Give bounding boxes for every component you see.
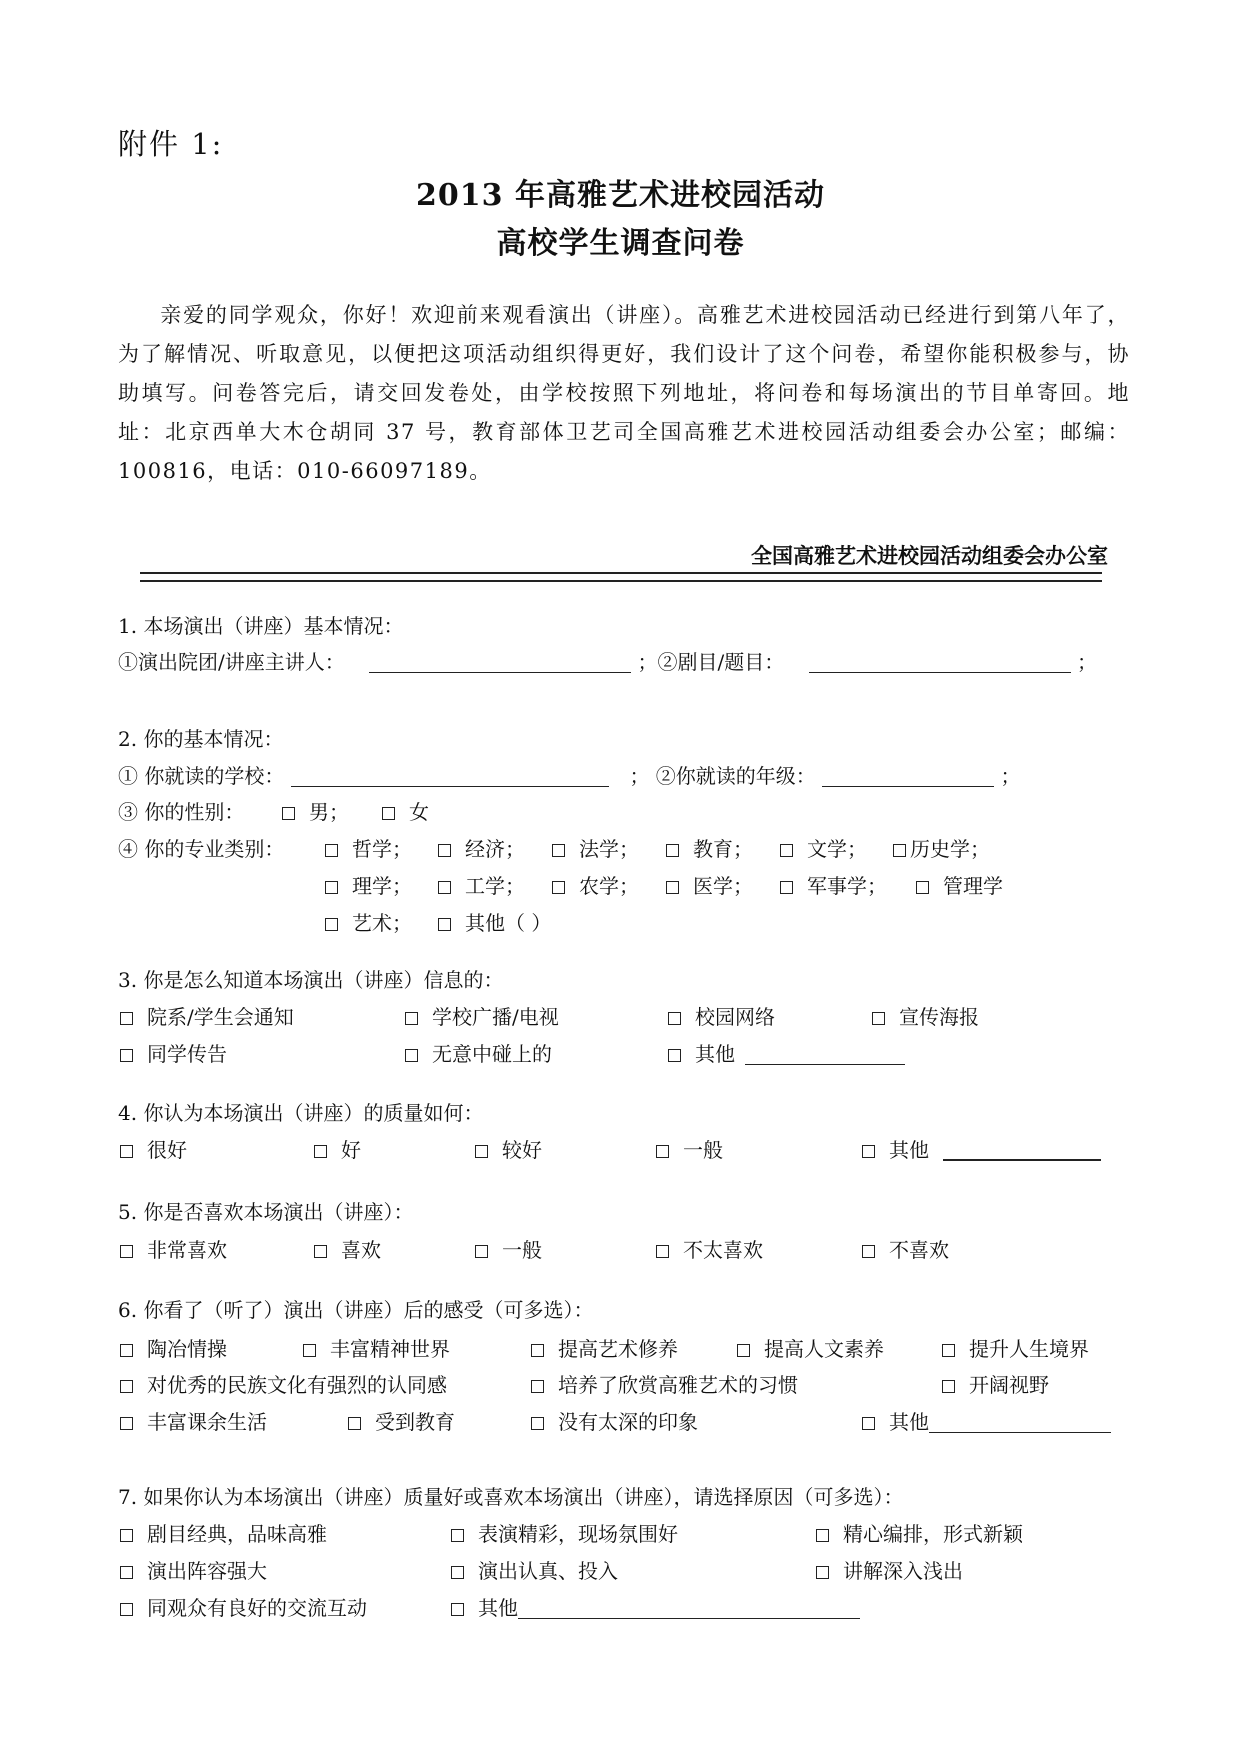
checkbox[interactable] [451, 1529, 464, 1542]
checkbox[interactable] [531, 1417, 544, 1430]
checkbox[interactable] [737, 1344, 750, 1357]
option-label: 工学； [465, 874, 525, 898]
checkbox[interactable] [862, 1245, 875, 1258]
double-divider [140, 572, 1102, 582]
checkbox[interactable] [325, 844, 338, 857]
option-label: 讲解深入浅出 [843, 1559, 963, 1583]
option-label: 艺术； [352, 911, 412, 935]
checkbox[interactable] [120, 1049, 133, 1062]
checkbox[interactable] [475, 1145, 488, 1158]
attachment-label: 附件 1: [118, 127, 224, 161]
option-label: 哲学； [352, 837, 412, 861]
option-label: 女 [409, 800, 429, 824]
option-label: 开阔视野 [969, 1373, 1049, 1397]
school-label: ① 你就读的学校： [118, 764, 285, 788]
major-option[interactable] [893, 835, 990, 863]
reason-option[interactable] [816, 1520, 1023, 1548]
option-label: 无意中碰上的 [432, 1042, 552, 1066]
question-6-title: 6. 你看了（听了）演出（讲座）后的感受（可多选）： [118, 1298, 594, 1322]
checkbox[interactable] [120, 1529, 133, 1542]
option-label: 同观众有良好的交流互动 [147, 1596, 367, 1620]
source-option[interactable] [120, 1040, 227, 1068]
feeling-option[interactable] [531, 1371, 798, 1399]
major-option[interactable] [325, 909, 412, 937]
feeling-option[interactable] [942, 1371, 1049, 1399]
source-option[interactable] [120, 1003, 294, 1031]
feeling-option[interactable] [303, 1335, 450, 1363]
option-label: 喜欢 [341, 1238, 381, 1262]
major-option[interactable] [552, 835, 639, 863]
checkbox[interactable] [666, 844, 679, 857]
source-option-other[interactable] [668, 1040, 905, 1068]
checkbox[interactable] [656, 1145, 669, 1158]
major-option[interactable] [916, 872, 1003, 900]
option-label: 不喜欢 [889, 1238, 949, 1262]
option-label: 农学； [579, 874, 639, 898]
major-option[interactable] [666, 872, 753, 900]
checkbox[interactable] [120, 1603, 133, 1616]
quality-option[interactable] [120, 1136, 187, 1164]
q2-end: ； [1000, 764, 1021, 788]
option-label: 没有太深的印象 [558, 1410, 698, 1434]
option-label: 表演精彩，现场氛围好 [478, 1522, 678, 1546]
question-5-title: 5. 你是否喜欢本场演出（讲座）： [118, 1200, 414, 1224]
checkbox[interactable] [552, 881, 565, 894]
major-option[interactable] [325, 872, 412, 900]
major-option[interactable] [438, 835, 525, 863]
option-label: 丰富精神世界 [330, 1337, 450, 1361]
checkbox[interactable] [451, 1603, 464, 1616]
option-label: 管理学 [943, 874, 1003, 898]
reason-option[interactable] [451, 1557, 618, 1585]
other-input[interactable] [929, 1410, 1111, 1433]
school-input[interactable] [291, 764, 609, 787]
question-1-fields [118, 648, 1097, 676]
option-label: 同学传告 [147, 1042, 227, 1066]
gender-option[interactable] [282, 798, 349, 826]
source-option[interactable] [668, 1003, 775, 1031]
option-label: 较好 [502, 1138, 542, 1162]
question-1-title: 1. 本场演出（讲座）基本情况： [118, 614, 404, 638]
checkbox[interactable] [780, 881, 793, 894]
checkbox[interactable] [656, 1245, 669, 1258]
major-option[interactable] [666, 835, 753, 863]
option-label: 教育； [693, 837, 753, 861]
source-option[interactable] [405, 1040, 552, 1068]
option-label: 提高艺术修养 [558, 1337, 678, 1361]
checkbox[interactable] [438, 918, 451, 931]
option-label: 精心编排，形式新颖 [843, 1522, 1023, 1546]
major-option[interactable] [780, 835, 867, 863]
major-option[interactable] [438, 872, 525, 900]
option-label: 医学； [693, 874, 753, 898]
question-2-school-row [118, 762, 1021, 790]
checkbox[interactable] [405, 1049, 418, 1062]
performer-label: ①演出院团/讲座主讲人： [118, 650, 345, 674]
reason-option[interactable] [120, 1557, 267, 1585]
other-input[interactable] [943, 1137, 1101, 1161]
option-label: 不太喜欢 [683, 1238, 763, 1262]
intro-text: 亲爱的同学观众，你好！欢迎前来观看演出（讲座）。高雅艺术进校园活动已经进行到第八年了，为了解情况、听取意见，以便把这项活动组织得更好，我们设计了这个问卷，希望你能积极参与，协助填写。问卷答完后，请交回发卷处，由学校按照下列地址，将问卷和每场演出的节目单寄回。地址：北京西单大木仓胡同 37 号，教育部体卫艺司全国高雅艺术进校园活动组委会办公室；邮编：100816，电话：010-66097189。 [118, 303, 1130, 483]
feeling-option-other[interactable] [862, 1408, 1111, 1436]
option-label: 其他 [889, 1410, 929, 1434]
gender-option[interactable] [382, 798, 429, 826]
question-4-title: 4. 你认为本场演出（讲座）的质量如何： [118, 1101, 484, 1125]
checkbox[interactable] [120, 1012, 133, 1025]
checkbox[interactable] [942, 1344, 955, 1357]
checkbox[interactable] [916, 881, 929, 894]
option-label: 培养了欣赏高雅艺术的习惯 [558, 1373, 798, 1397]
checkbox[interactable] [325, 881, 338, 894]
preference-option[interactable] [120, 1236, 227, 1264]
option-label: 法学； [579, 837, 639, 861]
option-label: 对优秀的民族文化有强烈的认同感 [147, 1373, 447, 1397]
checkbox[interactable] [552, 844, 565, 857]
checkbox[interactable] [893, 844, 906, 857]
question-2-gender-row [118, 798, 244, 826]
option-label: 其他 [695, 1042, 735, 1066]
option-label: 经济； [465, 837, 525, 861]
program-input[interactable] [809, 650, 1071, 673]
checkbox[interactable] [382, 807, 395, 820]
checkbox[interactable] [405, 1012, 418, 1025]
organizer-signature: 全国高雅艺术进校园活动组委会办公室 [751, 544, 1108, 568]
question-2-major-row [118, 835, 284, 863]
page-title: 2013 年高雅艺术进校园活动 [416, 178, 825, 213]
reason-option-other[interactable] [451, 1594, 860, 1622]
performer-input[interactable] [369, 650, 631, 673]
feeling-option[interactable] [120, 1408, 267, 1436]
quality-option[interactable] [314, 1136, 361, 1164]
option-label: 演出认真、投入 [478, 1559, 618, 1583]
checkbox[interactable] [872, 1012, 885, 1025]
checkbox[interactable] [438, 881, 451, 894]
checkbox[interactable] [325, 918, 338, 931]
feeling-option[interactable] [348, 1408, 455, 1436]
option-label: 好 [341, 1138, 361, 1162]
checkbox[interactable] [120, 1566, 133, 1579]
option-label: 历史学； [910, 837, 990, 861]
feeling-option[interactable] [737, 1335, 884, 1363]
option-label: 受到教育 [375, 1410, 455, 1434]
option-label: 提高人文素养 [764, 1337, 884, 1361]
checkbox[interactable] [668, 1012, 681, 1025]
option-label: 剧目经典，品味高雅 [147, 1522, 327, 1546]
option-label: 陶冶情操 [147, 1337, 227, 1361]
grade-label: ； ②你就读的年级： [629, 764, 816, 788]
checkbox[interactable] [348, 1417, 361, 1430]
question-7-title: 7. 如果你认为本场演出（讲座）质量好或喜欢本场演出（讲座），请选择原因（可多选）： [118, 1485, 904, 1509]
checkbox[interactable] [282, 807, 295, 820]
checkbox[interactable] [666, 881, 679, 894]
quality-option-other[interactable] [862, 1136, 1101, 1164]
checkbox[interactable] [816, 1529, 829, 1542]
checkbox[interactable] [303, 1344, 316, 1357]
option-label: 院系/学生会通知 [147, 1005, 294, 1029]
option-label: 其他 [478, 1596, 518, 1620]
option-label: 一般 [683, 1138, 723, 1162]
checkbox[interactable] [120, 1245, 133, 1258]
source-option[interactable] [405, 1003, 559, 1031]
checkbox[interactable] [314, 1145, 327, 1158]
checkbox[interactable] [862, 1417, 875, 1430]
option-label: 一般 [502, 1238, 542, 1262]
preference-option[interactable] [475, 1236, 542, 1264]
preference-option[interactable] [314, 1236, 381, 1264]
feeling-option[interactable] [120, 1371, 447, 1399]
option-label: 宣传海报 [899, 1005, 979, 1029]
major-label: ④ 你的专业类别： [118, 837, 285, 861]
reason-option[interactable] [451, 1520, 678, 1548]
option-label: 很好 [147, 1138, 187, 1162]
grade-input[interactable] [822, 764, 994, 787]
option-label: 学校广播/电视 [432, 1005, 559, 1029]
preference-option[interactable] [656, 1236, 763, 1264]
option-label: 其他 [889, 1138, 929, 1162]
major-option[interactable] [780, 872, 887, 900]
checkbox[interactable] [816, 1566, 829, 1579]
option-label: 演出阵容强大 [147, 1559, 267, 1583]
reason-option[interactable] [816, 1557, 963, 1585]
intro-paragraph [118, 296, 1130, 491]
feeling-option[interactable] [120, 1335, 227, 1363]
major-option[interactable] [325, 835, 412, 863]
option-label: 军事学； [807, 874, 887, 898]
option-label: 其他（ ） [465, 911, 552, 935]
checkbox[interactable] [120, 1344, 133, 1357]
quality-option[interactable] [475, 1136, 542, 1164]
checkbox[interactable] [451, 1566, 464, 1579]
checkbox[interactable] [314, 1245, 327, 1258]
option-label: 文学； [807, 837, 867, 861]
checkbox[interactable] [438, 844, 451, 857]
reason-option[interactable] [120, 1594, 367, 1622]
option-label: 男； [309, 800, 349, 824]
gender-label: ③ 你的性别： [118, 800, 245, 824]
checkbox[interactable] [475, 1245, 488, 1258]
option-label: 校园网络 [695, 1005, 775, 1029]
option-label: 非常喜欢 [147, 1238, 227, 1262]
preference-option[interactable] [862, 1236, 949, 1264]
checkbox[interactable] [120, 1380, 133, 1393]
checkbox[interactable] [668, 1049, 681, 1062]
checkbox[interactable] [862, 1145, 875, 1158]
question-2-title: 2. 你的基本情况： [118, 727, 284, 751]
checkbox[interactable] [531, 1344, 544, 1357]
reason-option[interactable] [120, 1520, 327, 1548]
feeling-option[interactable] [531, 1408, 698, 1436]
feeling-option[interactable] [942, 1335, 1089, 1363]
page-subtitle: 高校学生调查问卷 [496, 226, 745, 261]
checkbox[interactable] [942, 1380, 955, 1393]
program-label: ；②剧目/题目： [637, 650, 785, 674]
option-label: 提升人生境界 [969, 1337, 1089, 1361]
major-option[interactable] [552, 872, 639, 900]
source-option[interactable] [872, 1003, 979, 1031]
major-option[interactable] [438, 909, 551, 937]
checkbox[interactable] [120, 1417, 133, 1430]
quality-option[interactable] [656, 1136, 723, 1164]
q1-end: ； [1076, 650, 1097, 674]
other-input[interactable] [518, 1596, 860, 1619]
option-label: 丰富课余生活 [147, 1410, 267, 1434]
checkbox[interactable] [120, 1145, 133, 1158]
other-input[interactable] [745, 1042, 905, 1065]
question-3-title: 3. 你是怎么知道本场演出（讲座）信息的： [118, 968, 504, 992]
checkbox[interactable] [531, 1380, 544, 1393]
option-label: 理学； [352, 874, 412, 898]
checkbox[interactable] [780, 844, 793, 857]
feeling-option[interactable] [531, 1335, 678, 1363]
